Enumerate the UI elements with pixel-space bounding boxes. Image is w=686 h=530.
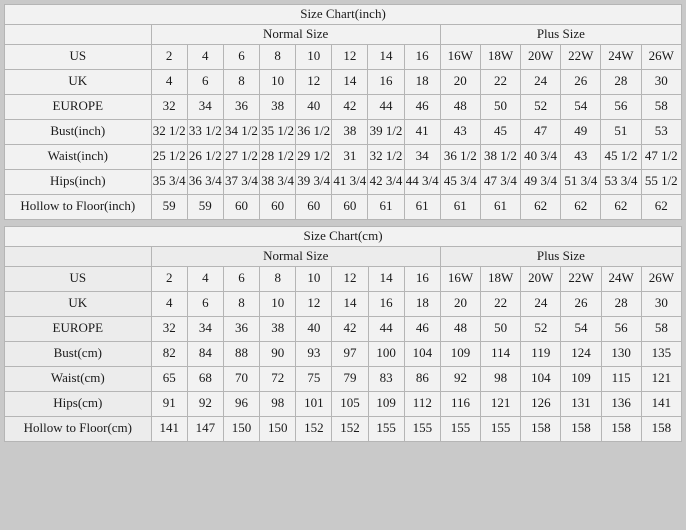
cell-value: 50 xyxy=(481,316,521,341)
cell-value: 28 xyxy=(601,69,641,94)
chart-group-row xyxy=(5,246,682,266)
cell-value: 30 xyxy=(641,69,682,94)
cell-value: 51 3/4 xyxy=(561,169,601,194)
row-label-us: US xyxy=(5,44,152,69)
cell-value: 16 xyxy=(368,291,404,316)
cell-value: 6 xyxy=(223,266,259,291)
cell-value: 126 xyxy=(521,391,561,416)
cell-value: 39 3/4 xyxy=(296,169,332,194)
cell-value: 54 xyxy=(561,94,601,119)
cell-value: 35 1/2 xyxy=(260,119,296,144)
cell-value: 6 xyxy=(187,291,223,316)
cell-value: 115 xyxy=(601,366,641,391)
cell-value: 38 xyxy=(260,94,296,119)
row-label-uk: UK xyxy=(5,291,152,316)
cell-value: 62 xyxy=(561,194,601,219)
cell-value: 33 1/2 xyxy=(187,119,223,144)
cell-value: 32 xyxy=(151,316,187,341)
cell-value: 2 xyxy=(151,266,187,291)
cell-value: 4 xyxy=(187,44,223,69)
cell-value: 12 xyxy=(332,44,368,69)
cell-value: 14 xyxy=(368,266,404,291)
cell-value: 109 xyxy=(368,391,404,416)
cell-value: 29 1/2 xyxy=(296,144,332,169)
cell-value: 88 xyxy=(223,341,259,366)
cell-value: 45 3/4 xyxy=(440,169,480,194)
cell-value: 28 xyxy=(601,291,641,316)
cell-value: 12 xyxy=(332,266,368,291)
cell-value: 131 xyxy=(561,391,601,416)
size-chart-inch xyxy=(4,4,682,220)
cell-value: 59 xyxy=(151,194,187,219)
cell-value: 43 xyxy=(440,119,480,144)
cell-value: 46 xyxy=(404,94,440,119)
cell-value: 37 3/4 xyxy=(223,169,259,194)
cell-value: 10 xyxy=(296,44,332,69)
cell-value: 4 xyxy=(187,266,223,291)
cell-value: 114 xyxy=(481,341,521,366)
cell-value: 130 xyxy=(601,341,641,366)
cell-value: 4 xyxy=(151,291,187,316)
cell-value: 26W xyxy=(641,44,682,69)
cell-value: 24 xyxy=(521,69,561,94)
cell-value: 60 xyxy=(296,194,332,219)
table-row xyxy=(5,341,682,366)
row-label-hollow-to-floor: Hollow to Floor(cm) xyxy=(5,416,152,441)
cell-value: 55 1/2 xyxy=(641,169,682,194)
cell-value: 61 xyxy=(404,194,440,219)
cell-value: 86 xyxy=(404,366,440,391)
cell-value: 26W xyxy=(641,266,681,291)
cell-value: 46 xyxy=(404,316,440,341)
cell-value: 82 xyxy=(151,341,187,366)
cell-value: 61 xyxy=(480,194,520,219)
cell-value: 141 xyxy=(641,391,681,416)
row-label-hips: Hips(cm) xyxy=(5,391,152,416)
table-row xyxy=(5,291,682,316)
cell-value: 30 xyxy=(641,291,681,316)
cell-value: 22 xyxy=(480,69,520,94)
table-row xyxy=(5,194,682,219)
cell-value: 54 xyxy=(561,316,601,341)
cell-value: 2 xyxy=(151,44,187,69)
cell-value: 48 xyxy=(440,316,480,341)
cell-value: 62 xyxy=(521,194,561,219)
cell-value: 124 xyxy=(561,341,601,366)
cell-value: 104 xyxy=(404,341,440,366)
cell-value: 56 xyxy=(601,316,641,341)
cell-value: 150 xyxy=(223,416,259,441)
group-row-spacer xyxy=(5,246,152,266)
cell-value: 101 xyxy=(296,391,332,416)
cell-value: 16 xyxy=(404,44,440,69)
group-plus-size: Plus Size xyxy=(440,24,681,44)
cell-value: 8 xyxy=(260,266,296,291)
cell-value: 98 xyxy=(481,366,521,391)
cell-value: 38 xyxy=(332,119,368,144)
table-row xyxy=(5,144,682,169)
cell-value: 38 3/4 xyxy=(260,169,296,194)
cell-value: 104 xyxy=(521,366,561,391)
cell-value: 14 xyxy=(332,69,368,94)
row-label-hollow-to-floor: Hollow to Floor(inch) xyxy=(5,194,152,219)
cell-value: 8 xyxy=(260,44,296,69)
row-label-bust: Bust(cm) xyxy=(5,341,152,366)
cell-value: 39 1/2 xyxy=(368,119,404,144)
cell-value: 36 1/2 xyxy=(440,144,480,169)
cell-value: 61 xyxy=(368,194,404,219)
cell-value: 22W xyxy=(561,266,601,291)
row-label-waist: Waist(inch) xyxy=(5,144,152,169)
cell-value: 109 xyxy=(561,366,601,391)
cell-value: 24W xyxy=(601,44,641,69)
cell-value: 28 1/2 xyxy=(260,144,296,169)
group-normal-size: Normal Size xyxy=(151,24,440,44)
cell-value: 14 xyxy=(332,291,368,316)
cell-value: 72 xyxy=(260,366,296,391)
cell-value: 25 1/2 xyxy=(151,144,187,169)
cell-value: 34 xyxy=(404,144,440,169)
cell-value: 92 xyxy=(440,366,480,391)
cell-value: 26 xyxy=(561,291,601,316)
cell-value: 26 xyxy=(561,69,601,94)
cell-value: 158 xyxy=(561,416,601,441)
cell-value: 31 xyxy=(332,144,368,169)
cell-value: 44 3/4 xyxy=(404,169,440,194)
table-row xyxy=(5,69,682,94)
cell-value: 45 1/2 xyxy=(601,144,641,169)
cell-value: 10 xyxy=(260,291,296,316)
cell-value: 158 xyxy=(601,416,641,441)
cell-value: 36 xyxy=(223,316,259,341)
cell-value: 109 xyxy=(440,341,480,366)
cell-value: 26 1/2 xyxy=(187,144,223,169)
cell-value: 98 xyxy=(260,391,296,416)
cell-value: 116 xyxy=(440,391,480,416)
cell-value: 20 xyxy=(440,69,480,94)
table-row xyxy=(5,169,682,194)
cell-value: 27 1/2 xyxy=(223,144,259,169)
cell-value: 42 xyxy=(332,94,368,119)
cell-value: 34 1/2 xyxy=(223,119,259,144)
cell-value: 105 xyxy=(332,391,368,416)
row-label-bust: Bust(inch) xyxy=(5,119,152,144)
cell-value: 48 xyxy=(440,94,480,119)
cell-value: 32 1/2 xyxy=(368,144,404,169)
row-label-waist: Waist(cm) xyxy=(5,366,152,391)
cell-value: 18W xyxy=(481,266,521,291)
row-label-uk: UK xyxy=(5,69,152,94)
cell-value: 70 xyxy=(223,366,259,391)
cell-value: 34 xyxy=(187,316,223,341)
cell-value: 18 xyxy=(404,291,440,316)
cell-value: 36 1/2 xyxy=(296,119,332,144)
cell-value: 20 xyxy=(440,291,480,316)
cell-value: 10 xyxy=(296,266,332,291)
cell-value: 47 3/4 xyxy=(480,169,520,194)
cell-value: 100 xyxy=(368,341,404,366)
cell-value: 52 xyxy=(521,94,561,119)
cell-value: 40 xyxy=(296,94,332,119)
cell-value: 20W xyxy=(521,266,561,291)
row-label-hips: Hips(inch) xyxy=(5,169,152,194)
cell-value: 49 xyxy=(561,119,601,144)
cell-value: 135 xyxy=(641,341,681,366)
table-row xyxy=(5,44,682,69)
cell-value: 16W xyxy=(440,44,480,69)
cell-value: 62 xyxy=(601,194,641,219)
cell-value: 38 1/2 xyxy=(480,144,520,169)
cell-value: 44 xyxy=(368,316,404,341)
cell-value: 112 xyxy=(404,391,440,416)
cell-value: 45 xyxy=(480,119,520,144)
chart-title: Size Chart(cm) xyxy=(5,226,682,246)
cell-value: 22W xyxy=(561,44,601,69)
cell-value: 40 xyxy=(296,316,332,341)
chart-title-row xyxy=(5,5,682,25)
cell-value: 60 xyxy=(332,194,368,219)
cell-value: 84 xyxy=(187,341,223,366)
cell-value: 34 xyxy=(187,94,223,119)
cell-value: 18 xyxy=(404,69,440,94)
cell-value: 8 xyxy=(223,291,259,316)
cell-value: 60 xyxy=(223,194,259,219)
cell-value: 93 xyxy=(296,341,332,366)
cell-value: 12 xyxy=(296,291,332,316)
cell-value: 91 xyxy=(151,391,187,416)
cell-value: 150 xyxy=(260,416,296,441)
cell-value: 38 xyxy=(260,316,296,341)
cell-value: 20W xyxy=(521,44,561,69)
cell-value: 49 3/4 xyxy=(521,169,561,194)
cell-value: 12 xyxy=(296,69,332,94)
cell-value: 121 xyxy=(481,391,521,416)
cell-value: 4 xyxy=(151,69,187,94)
cell-value: 158 xyxy=(641,416,681,441)
cell-value: 47 1/2 xyxy=(641,144,682,169)
cell-value: 83 xyxy=(368,366,404,391)
cell-value: 42 3/4 xyxy=(368,169,404,194)
cell-value: 152 xyxy=(332,416,368,441)
table-row xyxy=(5,391,682,416)
cell-value: 47 xyxy=(521,119,561,144)
table-row xyxy=(5,416,682,441)
cell-value: 51 xyxy=(601,119,641,144)
cell-value: 92 xyxy=(187,391,223,416)
table-row xyxy=(5,316,682,341)
cell-value: 32 1/2 xyxy=(151,119,187,144)
cell-value: 53 xyxy=(641,119,682,144)
cell-value: 14 xyxy=(368,44,404,69)
size-chart-cm xyxy=(4,226,682,442)
cell-value: 50 xyxy=(480,94,520,119)
row-label-europe: EUROPE xyxy=(5,316,152,341)
chart-group-row xyxy=(5,24,682,44)
cell-value: 16 xyxy=(368,69,404,94)
cell-value: 119 xyxy=(521,341,561,366)
table-row xyxy=(5,366,682,391)
cell-value: 97 xyxy=(332,341,368,366)
cell-value: 44 xyxy=(368,94,404,119)
cell-value: 18W xyxy=(480,44,520,69)
cell-value: 43 xyxy=(561,144,601,169)
cell-value: 62 xyxy=(641,194,682,219)
cell-value: 136 xyxy=(601,391,641,416)
table-row xyxy=(5,119,682,144)
cell-value: 41 xyxy=(404,119,440,144)
table-row xyxy=(5,266,682,291)
cell-value: 60 xyxy=(260,194,296,219)
cell-value: 155 xyxy=(440,416,480,441)
cell-value: 58 xyxy=(641,94,682,119)
cell-value: 158 xyxy=(521,416,561,441)
cell-value: 121 xyxy=(641,366,681,391)
cell-value: 16W xyxy=(440,266,480,291)
table-row xyxy=(5,94,682,119)
cell-value: 90 xyxy=(260,341,296,366)
cell-value: 24 xyxy=(521,291,561,316)
cell-value: 152 xyxy=(296,416,332,441)
cell-value: 96 xyxy=(223,391,259,416)
cell-value: 32 xyxy=(151,94,187,119)
cell-value: 147 xyxy=(187,416,223,441)
cell-value: 53 3/4 xyxy=(601,169,641,194)
cell-value: 8 xyxy=(223,69,259,94)
cell-value: 6 xyxy=(223,44,259,69)
row-label-europe: EUROPE xyxy=(5,94,152,119)
cell-value: 61 xyxy=(440,194,480,219)
cell-value: 59 xyxy=(187,194,223,219)
cell-value: 16 xyxy=(404,266,440,291)
cell-value: 22 xyxy=(481,291,521,316)
cell-value: 41 3/4 xyxy=(332,169,368,194)
cell-value: 6 xyxy=(187,69,223,94)
cell-value: 141 xyxy=(151,416,187,441)
cell-value: 42 xyxy=(332,316,368,341)
cell-value: 24W xyxy=(601,266,641,291)
cell-value: 155 xyxy=(368,416,404,441)
cell-value: 40 3/4 xyxy=(521,144,561,169)
cell-value: 58 xyxy=(641,316,681,341)
cell-value: 36 xyxy=(223,94,259,119)
cell-value: 68 xyxy=(187,366,223,391)
chart-title: Size Chart(inch) xyxy=(5,5,682,25)
group-normal-size: Normal Size xyxy=(151,246,440,266)
cell-value: 155 xyxy=(404,416,440,441)
cell-value: 52 xyxy=(521,316,561,341)
row-label-us: US xyxy=(5,266,152,291)
cell-value: 10 xyxy=(260,69,296,94)
cell-value: 56 xyxy=(601,94,641,119)
cell-value: 79 xyxy=(332,366,368,391)
cell-value: 35 3/4 xyxy=(151,169,187,194)
chart-title-row xyxy=(5,226,682,246)
cell-value: 65 xyxy=(151,366,187,391)
cell-value: 75 xyxy=(296,366,332,391)
group-plus-size: Plus Size xyxy=(440,246,681,266)
cell-value: 155 xyxy=(481,416,521,441)
cell-value: 36 3/4 xyxy=(187,169,223,194)
group-row-spacer xyxy=(5,24,152,44)
